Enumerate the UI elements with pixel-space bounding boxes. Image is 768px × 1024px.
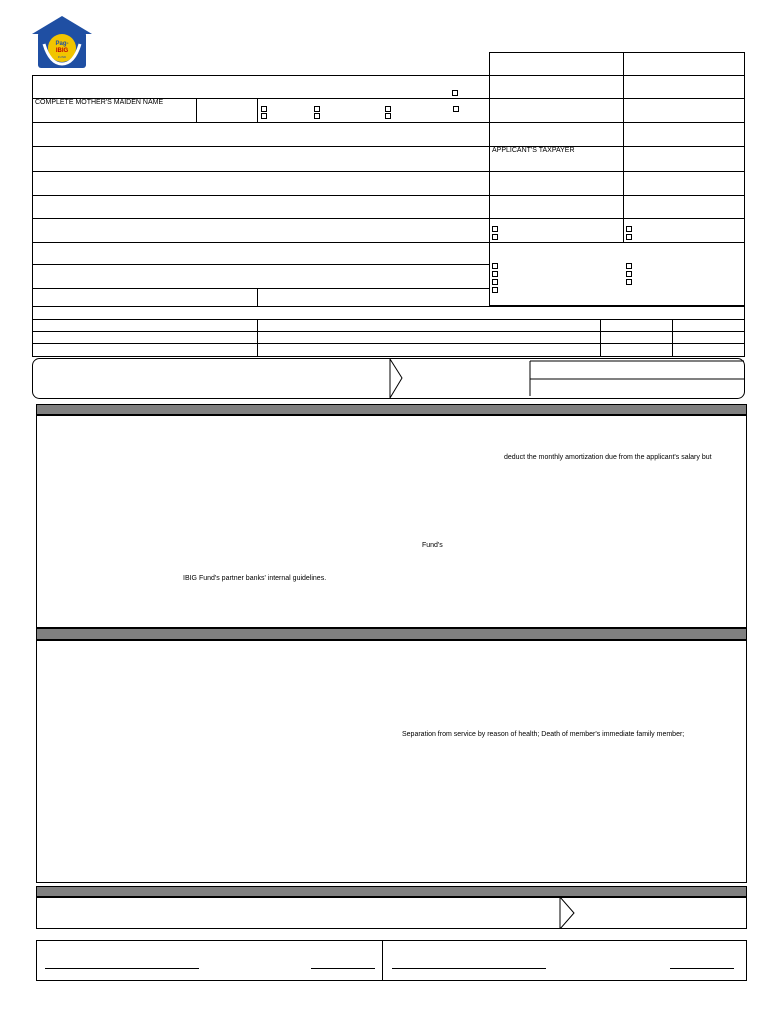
pagibig-logo xyxy=(30,14,94,70)
checkbox[interactable] xyxy=(261,113,267,119)
section-1-text-c: IBIG Fund's partner banks' internal guidelines. xyxy=(183,575,327,582)
logo-text-3: FUND xyxy=(57,55,67,59)
section-1-body xyxy=(36,415,747,628)
signature-line[interactable] xyxy=(392,968,546,969)
checkbox[interactable] xyxy=(452,90,458,96)
checkbox[interactable] xyxy=(385,113,391,119)
checkbox[interactable] xyxy=(492,279,498,285)
section-1-text-b: Fund's xyxy=(422,542,443,549)
checkbox[interactable] xyxy=(626,279,632,285)
section-3-body xyxy=(36,897,747,929)
logo-text-1: Pag- xyxy=(55,41,69,47)
checkbox[interactable] xyxy=(492,271,498,277)
logo-text-2: IBIG xyxy=(55,48,69,54)
checkbox[interactable] xyxy=(492,226,498,232)
checkbox[interactable] xyxy=(385,106,391,112)
checkbox[interactable] xyxy=(453,106,459,112)
signature-arrow-box xyxy=(32,358,746,400)
checkbox[interactable] xyxy=(492,234,498,240)
section-2-text-a: Separation from service by reason of health; Death of member's immediate family member; xyxy=(402,731,685,738)
taxpayer-label: APPLICANT'S TAXPAYER xyxy=(492,147,575,154)
signature-line[interactable] xyxy=(45,968,199,969)
form-right-panel xyxy=(489,52,745,306)
date-line[interactable] xyxy=(670,968,734,969)
checkbox[interactable] xyxy=(626,234,632,240)
checkbox[interactable] xyxy=(492,287,498,293)
section-3-header xyxy=(36,886,747,897)
section-2-header xyxy=(36,628,747,640)
checkbox[interactable] xyxy=(314,106,320,112)
date-line[interactable] xyxy=(311,968,375,969)
checkbox[interactable] xyxy=(261,106,267,112)
section-1-text-a: deduct the monthly amortization due from the applicant's salary but xyxy=(504,454,712,461)
checkbox[interactable] xyxy=(626,271,632,277)
section-3-arrow xyxy=(558,897,578,929)
section-2-body xyxy=(36,640,747,883)
signature-section xyxy=(36,940,747,981)
checkbox[interactable] xyxy=(492,263,498,269)
section-1-header xyxy=(36,404,747,415)
mothers-maiden-name-label: COMPLETE MOTHER'S MAIDEN NAME xyxy=(35,99,164,106)
checkbox[interactable] xyxy=(626,263,632,269)
checkbox[interactable] xyxy=(314,113,320,119)
checkbox[interactable] xyxy=(626,226,632,232)
